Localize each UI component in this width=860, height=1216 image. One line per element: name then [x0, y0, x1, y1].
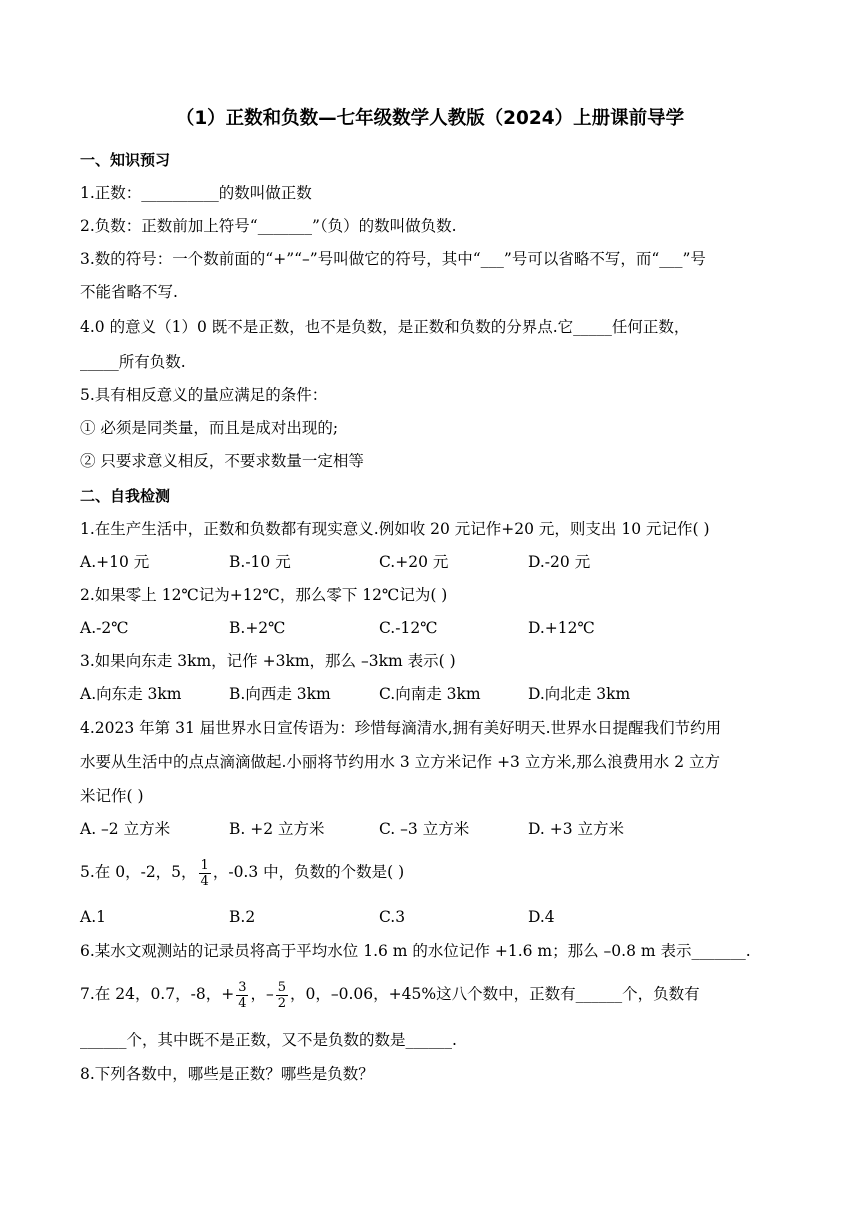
q7-prefix: 7.在 24，0.7，-8，+ [80, 985, 235, 1003]
q3-option-a: A.向东走 3km [80, 685, 182, 703]
fraction-three-quarters [236, 980, 248, 1011]
preview-line-5a: ① 必须是同类量，而且是成对出现的; [80, 419, 339, 437]
q4-option-d: D. +3 立方米 [528, 820, 625, 838]
question-4-line-1: 4.2023 年第 31 届世界水日宣传语为：珍惜每滴清水,拥有美好明天.世界水日提醒我们节约用 [80, 719, 722, 737]
question-3: 3.如果向东走 3km，记作 +3km，那么 –3km 表示( ) [80, 652, 456, 670]
preview-line-5b: ② 只要求意义相反，不要求数量一定相等 [80, 452, 364, 470]
q3-option-c: C.向南走 3km [379, 685, 481, 703]
fraction-numerator: 1 [200, 857, 209, 873]
section-heading-preview: 一、知识预习 [80, 151, 171, 169]
q7-suffix: ，0，–0.06，+45%这八个数中，正数有______个，负数有 [290, 985, 700, 1003]
question-7-line-2: ______个，其中既不是正数，又不是负数的数是______. [80, 1031, 457, 1049]
question-1: 1.在生产生活中，正数和负数都有现实意义.例如收 20 元记作+20 元，则支出 10 元记作( ) [80, 520, 710, 538]
question-4-line-2: 水要从生活中的点点滴滴做起.小丽将节约用水 3 立方米记作 +3 立方米,那么浪费用水 2 立方 [80, 753, 720, 771]
question-6: 6.某水文观测站的记录员将高于平均水位 1.6 m 的水位记作 +1.6 m；那么 –0.8 m 表示_______. [80, 942, 751, 960]
q2-option-d: D.+12℃ [528, 619, 595, 637]
q5-prefix: 5.在 0，-2，5， [80, 863, 197, 881]
page-title: （1）正数和负数—七年级数学人教版（2024）上册课前导学 [175, 108, 685, 129]
q2-option-c: C.-12℃ [379, 619, 438, 637]
q3-option-b: B.向西走 3km [229, 685, 331, 703]
q1-option-c: C.+20 元 [379, 553, 449, 571]
fraction-one-quarter [199, 858, 211, 889]
preview-line-4: 4.0 的意义（1）0 既不是正数，也不是负数，是正数和负数的分界点.它_____任何正数， [80, 318, 690, 336]
fraction-numerator: 3 [238, 979, 247, 995]
q7-mid: ，– [250, 985, 274, 1003]
q5-option-a: A.1 [80, 908, 106, 926]
preview-line-4b: _____所有负数. [80, 353, 186, 371]
preview-line-3: 3.数的符号：一个数前面的“+”“–”号叫做它的符号，其中“___”号可以省略不写，而“___”号 [80, 250, 706, 268]
q4-option-b: B. +2 立方米 [229, 820, 325, 838]
fraction-denominator: 4 [238, 995, 247, 1011]
question-4-line-3: 米记作( ) [80, 787, 144, 805]
question-8: 8.下列各数中，哪些是正数？哪些是负数？ [80, 1065, 374, 1083]
q1-option-b: B.-10 元 [229, 553, 291, 571]
preview-line-1: 1.正数：__________的数叫做正数 [80, 184, 312, 202]
q2-option-b: B.+2℃ [229, 619, 286, 637]
q2-option-a: A.-2℃ [80, 619, 129, 637]
q4-option-a: A. –2 立方米 [80, 820, 171, 838]
q1-option-a: A.+10 元 [80, 553, 150, 571]
q3-option-d: D.向北走 3km [528, 685, 631, 703]
q5-suffix: ，-0.3 中，负数的个数是( ) [212, 863, 405, 881]
preview-line-2: 2.负数：正数前加上符号“_______”（负）的数叫做负数. [80, 217, 457, 235]
q5-option-c: C.3 [379, 908, 406, 926]
question-2: 2.如果零上 12℃记为+12℃，那么零下 12℃记为( ) [80, 586, 448, 604]
q1-option-d: D.-20 元 [528, 553, 591, 571]
q4-option-c: C. –3 立方米 [379, 820, 470, 838]
q5-option-d: D.4 [528, 908, 555, 926]
question-7-line-1 [80, 976, 700, 1012]
preview-line-3b: 不能省略不写. [80, 283, 178, 301]
fraction-denominator: 4 [200, 873, 209, 889]
fraction-five-halves [276, 980, 288, 1011]
question-5 [80, 854, 404, 890]
fraction-denominator: 2 [277, 995, 287, 1011]
q5-option-b: B.2 [229, 908, 256, 926]
section-heading-selftest: 二、自我检测 [80, 487, 171, 505]
preview-line-5: 5.具有相反意义的量应满足的条件： [80, 386, 328, 404]
fraction-numerator: 5 [277, 979, 287, 995]
